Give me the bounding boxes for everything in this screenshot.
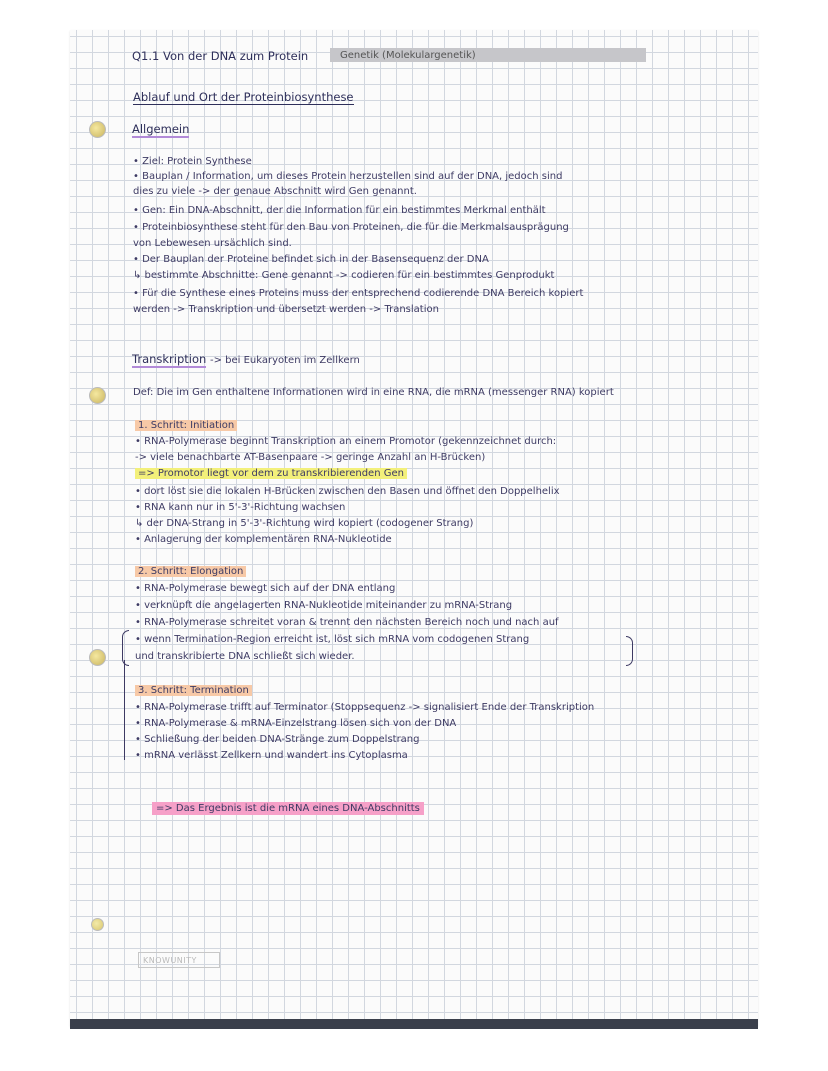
step-line: • RNA-Polymerase bewegt sich auf der DNA entlang <box>135 583 396 594</box>
allgemein-line: • Ziel: Protein Synthese <box>133 156 252 167</box>
step-line: • RNA-Polymerase beginnt Transkription an einem Promotor (gekennzeichnet durch: <box>135 436 557 447</box>
allgemein-line: • Für die Synthese eines Proteins muss der entsprechend codierende DNA Bereich kopiert <box>133 288 584 299</box>
step-heading-initiation: 1. Schritt: Initiation <box>135 420 237 432</box>
allgemein-line: • Proteinbiosynthese steht für den Bau von Proteinen, die für die Merkmalsausprägung <box>133 222 569 233</box>
step-heading-termination: 3. Schritt: Termination <box>135 685 252 697</box>
page-title: Q1.1 Von der DNA zum Protein <box>132 49 309 63</box>
section-heading-allgemein: Allgemein <box>132 122 190 136</box>
step-line: => Promotor liegt vor dem zu transkribierenden Gen <box>135 468 407 480</box>
page-subtitle: Ablauf und Ort der Proteinbiosynthese <box>133 90 354 104</box>
definition: Def: Die im Gen enthaltene Informationen wird in eine RNA, die mRNA (messenger RNA) kopiert <box>133 387 614 398</box>
allgemein-line: von Lebewesen ursächlich sind. <box>133 238 292 249</box>
punch-hole <box>89 121 106 138</box>
step-line: -> viele benachbarte AT-Basenpaare -> geringe Anzahl an H-Brücken) <box>135 452 486 463</box>
step-line: • mRNA verlässt Zellkern und wandert ins Cytoplasma <box>135 750 408 761</box>
punch-hole <box>91 918 104 931</box>
allgemein-line: dies zu viele -> der genaue Abschnitt wird Gen genannt. <box>133 186 417 197</box>
step-line: • dort löst sie die lokalen H-Brücken zwischen den Basen und öffnet den Doppelhelix <box>135 486 560 497</box>
allgemein-line: • Der Bauplan der Proteine befindet sich in der Basensequenz der DNA <box>133 254 489 265</box>
allgemein-line: • Gen: Ein DNA-Abschnitt, der die Information für ein bestimmtes Merkmal enthält <box>133 205 546 216</box>
brand-logo: KNOWUNITY <box>138 952 220 968</box>
step-heading-elongation: 2. Schritt: Elongation <box>135 566 246 578</box>
step-line: • RNA-Polymerase schreitet voran & trennt den nächsten Bereich noch und nach auf <box>135 617 559 628</box>
allgemein-line: • Bauplan / Information, um dieses Protein herzustellen sind auf der DNA, jedoch sind <box>133 171 563 182</box>
punch-hole <box>89 387 106 404</box>
topic-tag: Genetik (Molekulargenetik) <box>340 50 476 61</box>
section-heading-transkription: Transkription -> bei Eukaryoten im Zellkern <box>132 352 360 366</box>
step-line: und transkribierte DNA schließt sich wieder. <box>135 651 355 662</box>
step-line: • Anlagerung der komplementären RNA-Nukleotide <box>135 534 392 545</box>
step-line: • RNA-Polymerase & mRNA-Einzelstrang lösen sich von der DNA <box>135 718 457 729</box>
result-note: => Das Ergebnis ist die mRNA eines DNA-Abschnitts <box>152 803 424 815</box>
margin-line <box>124 660 125 760</box>
step-line: • RNA kann nur in 5'-3'-Richtung wachsen <box>135 502 346 513</box>
bracket-right <box>626 636 633 666</box>
step-line: • Schließung der beiden DNA-Stränge zum Doppelstrang <box>135 734 420 745</box>
punch-hole <box>89 649 106 666</box>
step-line: • RNA-Polymerase trifft auf Terminator (Stoppsequenz -> signalisiert Ende der Transkription <box>135 702 595 713</box>
allgemein-line: werden -> Transkription und übersetzt werden -> Translation <box>133 304 439 315</box>
step-line: • verknüpft die angelagerten RNA-Nukleotide miteinander zu mRNA-Strang <box>135 600 513 611</box>
allgemein-line: ↳ bestimmte Abschnitte: Gene genannt -> codieren für ein bestimmtes Genprodukt <box>133 270 555 281</box>
page-shadow <box>70 1019 758 1029</box>
step-line: • wenn Termination-Region erreicht ist, löst sich mRNA vom codogenen Strang <box>135 634 530 645</box>
step-line: ↳ der DNA-Strang in 5'-3'-Richtung wird kopiert (codogener Strang) <box>135 518 474 529</box>
